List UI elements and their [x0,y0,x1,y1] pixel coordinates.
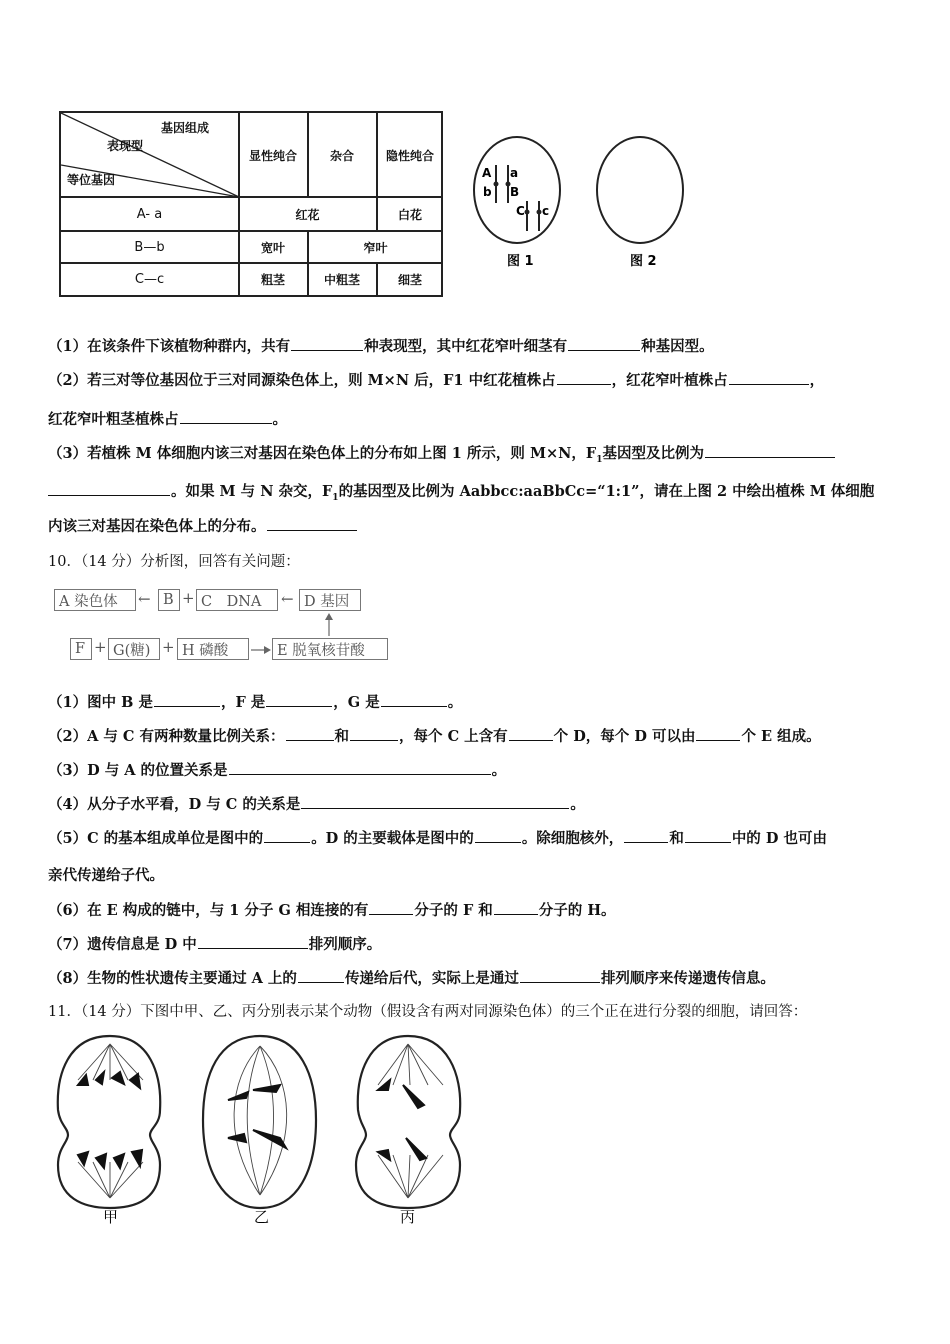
cell-jia [58,1036,160,1208]
genotype-table [59,111,443,297]
answer-blank[interactable] [685,828,731,843]
allele-label: b [483,185,492,199]
answer-blank[interactable] [705,443,835,458]
flow-box-b: B [158,589,180,611]
answer-blank[interactable] [729,370,809,385]
row-gene: C—c [134,271,165,287]
allele-label: a [510,166,519,180]
answer-blank[interactable] [286,726,334,741]
answer-blank[interactable] [198,934,308,949]
row-gene: B—b [134,239,165,255]
allele-label: C [516,204,525,218]
q10-part4: （4）从分子水平看，D 与 C 的关系是 。 [48,796,585,813]
q10-heading: 10．（14 分）分析图，回答有关问题： [48,554,300,570]
table-cell: 中粗茎 [323,272,360,287]
q9-part2-cont: 红花窄叶粗茎植株占 。 [48,411,287,428]
corner-mid-label: 表现型 [107,139,144,153]
flow-arrow: ← [281,590,294,608]
flow-plus: + [94,638,107,656]
allele-label: A [482,166,492,180]
q9-part1: （1）在该条件下该植物种群内，共有 种表现型，其中红花窄叶细茎有 种基因型。 [48,338,714,355]
figure2-label: 图 2 [630,254,657,269]
answer-blank[interactable] [494,900,538,915]
corner-bottom-label: 等位基因 [67,173,116,187]
answer-blank[interactable] [301,794,569,809]
cell-yi [203,1036,316,1208]
cell-label: 丙 [400,1208,416,1225]
answer-blank[interactable] [298,968,344,983]
answer-blank[interactable] [180,409,272,424]
flow-plus: + [162,638,175,656]
flow-box-h: H 磷酸 [177,638,249,660]
row-gene: A- a [136,206,163,222]
dividing-cells-figure [48,1030,478,1225]
answer-blank[interactable] [624,828,668,843]
corner-top-label: 基因组成 [161,121,210,135]
q10-part3: （3）D 与 A 的位置关系是 。 [48,762,507,779]
answer-blank[interactable] [229,760,491,775]
answer-blank[interactable] [267,516,357,531]
flow-box-e: E 脱氧核苷酸 [272,638,388,660]
flow-box-c: C DNA [196,589,278,611]
answer-blank[interactable] [381,692,447,707]
answer-blank[interactable] [48,481,170,496]
answer-blank[interactable] [369,900,413,915]
flow-up-arrow [322,612,336,638]
answer-blank[interactable] [266,692,332,707]
col-header: 显性纯合 [248,148,297,163]
flow-arrow: ← [138,590,151,608]
col-header: 隐性纯合 [385,148,434,163]
answer-blank[interactable] [557,370,611,385]
answer-blank[interactable] [568,336,640,351]
flow-box-f: F [70,638,92,660]
q10-part5: （5）C 的基本组成单位是图中的 。D 的主要载体是图中的 。除细胞核外， 和 中的 D 也可由 [48,830,827,847]
answer-blank[interactable] [509,726,553,741]
q10-part5-cont: 亲代传递给子代。 [48,867,164,884]
q11-heading: 11．（14 分）下图中甲、乙、丙分别表示某个动物（假设含有两对同源染色体）的三个正在进行分裂的细胞，请回答： [48,1004,808,1020]
answer-blank[interactable] [291,336,363,351]
cell-label: 甲 [103,1208,119,1225]
cell-label: 乙 [254,1208,270,1225]
q10-part8: （8）生物的性状遗传主要通过 A 上的 传递给后代，实际上是通过 排列顺序来传递遗传信息。 [48,970,775,987]
flow-plus: + [182,589,195,607]
q9-part3-cont: 。如果 M 与 N 杂交，$F_1$的基因型及比例为 Aabbcc:aaBbCc=“1:1”，请在上图 2 中绘出植株 M 体细胞 [48,481,874,508]
q9-part2: （2）若三对等位基因位于三对同源染色体上，则 M×N 后，F1 中红花植株占 ，红花窄叶植株占 ， [48,372,825,389]
answer-blank[interactable] [475,828,521,843]
figure1-label: 图 1 [507,254,534,269]
allele-label: c [542,204,550,218]
col-header: 杂合 [329,148,354,163]
table-cell: 宽叶 [260,240,285,255]
figure2-cell [597,137,683,243]
answer-blank[interactable] [520,968,600,983]
q9-part3-cont2: 内该三对基因在染色体上的分布。 [48,516,358,537]
flow-box-d: D 基因 [299,589,361,611]
flow-box-a: A 染色体 [54,589,136,611]
answer-blank[interactable] [350,726,398,741]
q10-part2: （2）A 与 C 有两种数量比例关系： 和 ，每个 C 上含有 个 D，每个 D 可以由 个 E 组成。 [48,728,821,745]
q10-part7: （7）遗传信息是 D 中 排列顺序。 [48,936,382,953]
q10-part6: （6）在 E 构成的链中，与 1 分子 G 相连接的有 分子的 F 和 分子的 H。 [48,902,616,919]
chromosome-figures [470,135,690,275]
table-cell: 窄叶 [363,240,388,255]
cell-bing [356,1036,460,1208]
answer-blank[interactable] [154,692,220,707]
table-cell: 红花 [295,207,320,222]
answer-blank[interactable] [696,726,740,741]
q10-part1: （1）图中 B 是 ，F 是 ，G 是 。 [48,694,463,711]
answer-blank[interactable] [264,828,310,843]
flow-box-g: G(糖) [108,638,160,660]
allele-label: B [510,185,520,199]
table-cell: 细茎 [397,272,422,287]
table-cell: 粗茎 [260,272,285,287]
flow-right-arrow [250,643,272,657]
q9-part3: （3）若植株 M 体细胞内该三对基因在染色体上的分布如上图 1 所示，则 M×N，$F_1$基因型及比例为 [48,443,836,470]
table-cell: 白花 [397,207,422,222]
